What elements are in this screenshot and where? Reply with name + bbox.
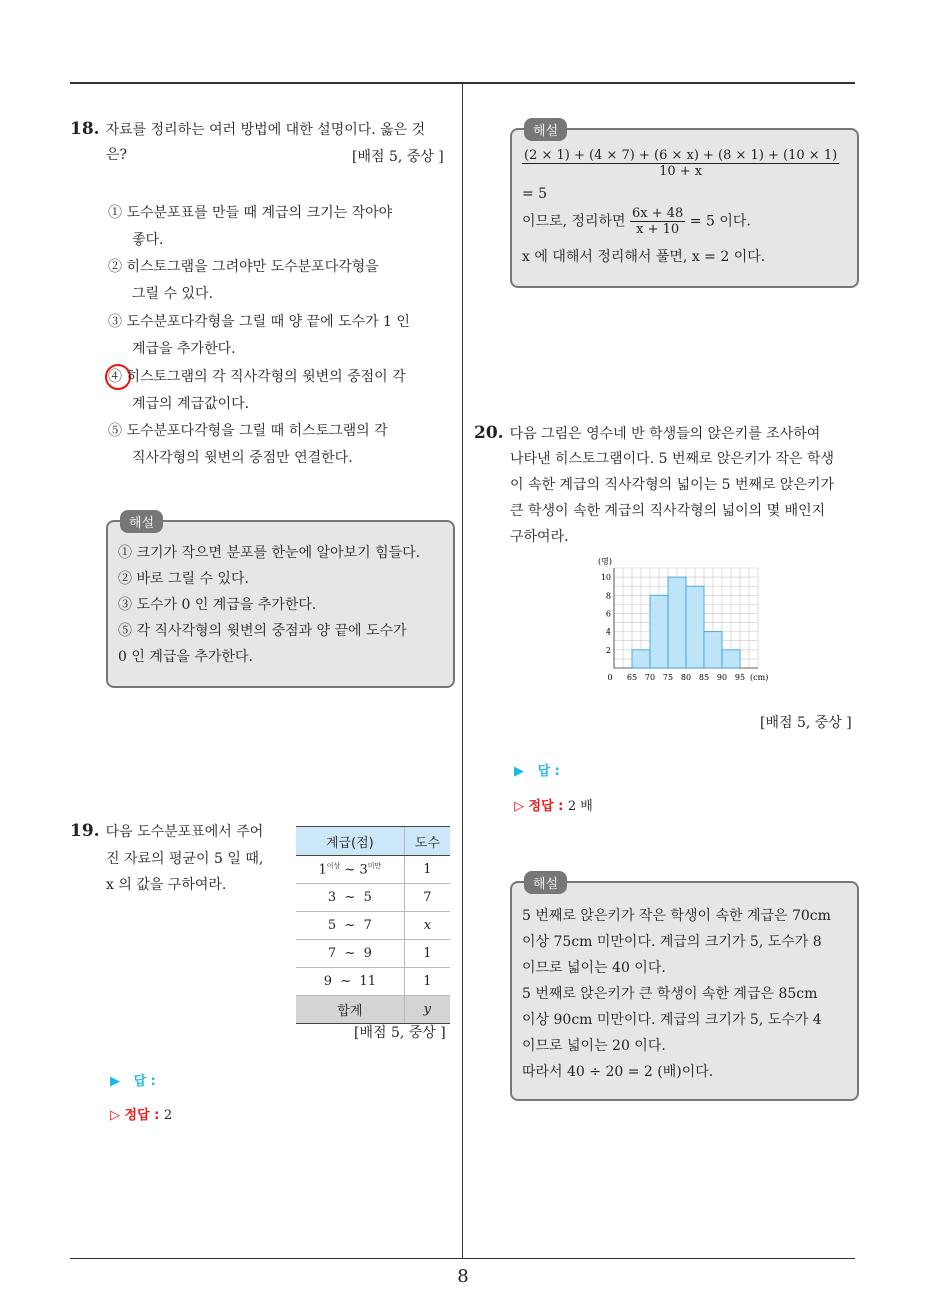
x-tick-label: 65 bbox=[626, 673, 638, 682]
final-answer-value: 2 배 bbox=[567, 799, 593, 814]
q18-text-line2: 은? bbox=[106, 147, 128, 163]
x-tick-label: 85 bbox=[698, 673, 710, 682]
q19-number: 19. bbox=[70, 821, 100, 841]
q18-number: 18. bbox=[70, 119, 100, 139]
q18-option-1[interactable] bbox=[108, 200, 392, 254]
final-answer-value: 2 bbox=[163, 1108, 173, 1123]
q19-text-line3: x 의 값을 구하여라. bbox=[106, 877, 227, 893]
solution-fraction bbox=[522, 148, 839, 179]
table-row bbox=[296, 912, 450, 940]
histogram-bar bbox=[722, 650, 740, 668]
q20-text-line: 나타낸 히스토그램이다. 5 번째로 앉은키가 작은 학생 bbox=[510, 451, 835, 467]
table-cell-class: 7 ~ 9 bbox=[296, 940, 404, 968]
table-total-value: y bbox=[404, 996, 450, 1024]
class-tilde: ~ bbox=[344, 862, 356, 878]
option-text: 도수분포다각형을 그릴 때 히스토그램의 각 bbox=[126, 423, 388, 439]
option-mark: ③ bbox=[108, 314, 122, 330]
answer-label: 답 : bbox=[537, 764, 560, 779]
solution-line bbox=[522, 206, 751, 237]
option-text: 계급의 계급값이다. bbox=[132, 396, 250, 412]
q18-score: [배점 5, 중상 ] bbox=[352, 149, 444, 165]
height-histogram bbox=[590, 557, 780, 688]
histogram-bar bbox=[650, 595, 668, 668]
option-text: 히스토그램의 각 직사각형의 윗변의 중점이 각 bbox=[126, 369, 406, 385]
y-tick-label: 6 bbox=[605, 609, 611, 619]
option-mark: ⑤ bbox=[108, 423, 122, 439]
solution-tag: 해설 bbox=[524, 871, 567, 894]
class-start: 1 bbox=[318, 862, 327, 878]
table-cell-freq: x bbox=[404, 912, 450, 940]
solution-text: 이므로, 정리하면 bbox=[522, 213, 626, 230]
q20-text-line: 구하여라. bbox=[510, 529, 569, 545]
q19-question bbox=[70, 818, 263, 845]
q18-option-3[interactable] bbox=[108, 309, 410, 363]
solution-line: x 에 대해서 정리해서 풀면, x = 2 이다. bbox=[522, 249, 766, 265]
histogram-bar bbox=[686, 586, 704, 668]
table-cell-freq: 1 bbox=[404, 856, 450, 884]
solution-tag: 해설 bbox=[120, 510, 163, 533]
q19-text-line1: 다음 도수분포표에서 주어 bbox=[105, 824, 264, 840]
option-mark: ② bbox=[108, 259, 122, 275]
solution-line: 따라서 40 ÷ 20 = 2 (배)이다. bbox=[522, 1064, 714, 1080]
fraction-numerator: (2 × 1) + (4 × 7) + (6 × x) + (8 × 1) + (10 × 1) bbox=[524, 148, 838, 163]
table-cell-class bbox=[296, 856, 404, 884]
solution-line: 0 인 계급을 추가한다. bbox=[118, 649, 253, 665]
page-number: 8 bbox=[457, 1266, 469, 1287]
solution-line: 이상 90cm 미만이다. 계급의 크기가 5, 도수가 4 bbox=[522, 1012, 822, 1028]
q20-number: 20. bbox=[474, 423, 504, 443]
solution-line: ③ 도수가 0 인 계급을 추가한다. bbox=[118, 597, 317, 613]
solution-line: 5 번째로 앉은키가 큰 학생이 속한 계급은 85cm bbox=[522, 986, 818, 1002]
table-header: 계급(점) bbox=[296, 827, 404, 856]
q20-text-line: 이 속한 계급의 직사각형의 넓이는 5 번째로 앉은키가 bbox=[510, 477, 835, 493]
option-text: 그릴 수 있다. bbox=[132, 286, 213, 302]
q18-text-line1: 자료를 정리하는 여러 방법에 대한 설명이다. 옳은 것 bbox=[105, 122, 426, 138]
x-tick-label: 90 bbox=[716, 673, 728, 682]
column-divider bbox=[462, 84, 463, 1258]
x-tick-label: 80 bbox=[680, 673, 692, 682]
histogram-bar bbox=[668, 577, 686, 668]
solution-line: ⑤ 각 직사각형의 윗변의 중점과 양 끝에 도수가 bbox=[118, 623, 407, 639]
q20-text-line: 다음 그림은 영수네 반 학생들의 앉은키를 조사하여 bbox=[509, 426, 821, 442]
q19-solution-box bbox=[510, 124, 859, 288]
frequency-table bbox=[296, 826, 450, 1024]
class-sup: 이상 bbox=[326, 862, 341, 871]
table-row bbox=[296, 856, 450, 884]
table-cell-class: 9 ~ 11 bbox=[296, 968, 404, 996]
table-cell-freq: 1 bbox=[404, 940, 450, 968]
q18-option-5[interactable] bbox=[108, 418, 388, 472]
answer-triangle-icon: ▶ bbox=[110, 1074, 120, 1089]
x-axis-unit: (cm) bbox=[750, 673, 769, 682]
table-cell-freq: 1 bbox=[404, 968, 450, 996]
final-answer-triangle-icon: ▷ bbox=[110, 1108, 120, 1123]
q19-final-answer bbox=[110, 1104, 172, 1123]
q18-solution-box bbox=[106, 516, 455, 688]
y-tick-label: 4 bbox=[605, 627, 611, 637]
q18-question bbox=[70, 116, 425, 143]
final-answer-label: 정답 : bbox=[528, 799, 564, 814]
option-mark: ① bbox=[108, 205, 122, 221]
solution-tag: 해설 bbox=[524, 118, 567, 141]
table-total-label: 합계 bbox=[296, 996, 404, 1024]
q20-solution-box bbox=[510, 877, 859, 1101]
y-tick-label: 8 bbox=[605, 591, 611, 601]
answer-label: 답 : bbox=[133, 1074, 156, 1089]
x-tick-label: 70 bbox=[644, 673, 656, 682]
q19-answer-field[interactable] bbox=[110, 1070, 156, 1089]
fraction-numerator: 6x + 48 bbox=[632, 206, 684, 221]
histogram-bar bbox=[632, 650, 650, 668]
table-row bbox=[296, 884, 450, 912]
solution-line: 5 번째로 앉은키가 작은 학생이 속한 계급은 70cm bbox=[522, 908, 831, 924]
option-text: 직사각형의 윗변의 중점만 연결한다. bbox=[132, 450, 353, 466]
class-sup: 미만 bbox=[367, 862, 382, 871]
q18-option-4[interactable] bbox=[108, 364, 406, 418]
table-cell-class: 5 ~ 7 bbox=[296, 912, 404, 940]
table-cell-class: 3 ~ 5 bbox=[296, 884, 404, 912]
x-tick-label: 75 bbox=[662, 673, 674, 682]
table-header: 도수 bbox=[404, 827, 450, 856]
solution-line: ① 크기가 작으면 분포를 한눈에 알아보기 힘들다. bbox=[118, 545, 421, 561]
option-text: 도수분포표를 만들 때 계급의 크기는 작아야 bbox=[126, 205, 393, 221]
q19-score: [배점 5, 중상 ] bbox=[354, 1025, 446, 1041]
final-answer-label: 정답 : bbox=[124, 1108, 160, 1123]
y-tick-label: 2 bbox=[605, 645, 611, 655]
x-tick-label: 95 bbox=[734, 673, 746, 682]
table-cell-freq: 7 bbox=[404, 884, 450, 912]
q18-option-2[interactable] bbox=[108, 254, 379, 308]
solution-line: 이상 75cm 미만이다. 계급의 크기가 5, 도수가 8 bbox=[522, 934, 822, 950]
solution-line: 이므로 넓이는 20 이다. bbox=[522, 1038, 666, 1054]
q19-text-line2: 진 자료의 평균이 5 일 때, bbox=[106, 851, 264, 867]
answer-triangle-icon: ▶ bbox=[514, 764, 524, 779]
final-answer-triangle-icon: ▷ bbox=[514, 799, 524, 814]
y-tick-label: 10 bbox=[600, 573, 611, 583]
histogram-bar bbox=[704, 632, 722, 668]
q20-score: [배점 5, 중상 ] bbox=[760, 715, 852, 731]
option-text: 히스토그램을 그려야만 도수분포다각형을 bbox=[126, 259, 379, 275]
option-text: 계급을 추가한다. bbox=[132, 341, 236, 357]
q20-text-line: 큰 학생이 속한 계급의 직사각형의 넓이의 몇 배인지 bbox=[510, 503, 826, 519]
fraction-denominator: x + 10 bbox=[636, 222, 680, 237]
y-axis-unit: (명) bbox=[598, 557, 612, 566]
bottom-rule bbox=[70, 1258, 855, 1259]
x-tick-label: 0 bbox=[607, 673, 613, 682]
table-row bbox=[296, 940, 450, 968]
option-text: 좋다. bbox=[132, 232, 164, 248]
table-total-row bbox=[296, 996, 450, 1024]
fraction-denominator: 10 + x bbox=[659, 164, 703, 179]
q20-question bbox=[474, 420, 820, 447]
q20-answer-field[interactable] bbox=[514, 760, 560, 779]
option-mark: ④ bbox=[108, 369, 122, 385]
class-end: 3 bbox=[359, 862, 368, 878]
table-row bbox=[296, 968, 450, 996]
solution-text: = 5 이다. bbox=[689, 213, 751, 230]
option-text: 도수분포다각형을 그릴 때 양 끝에 도수가 1 인 bbox=[126, 314, 410, 330]
solution-line: = 5 bbox=[522, 186, 548, 202]
q20-final-answer bbox=[514, 795, 593, 814]
solution-line: 이므로 넓이는 40 이다. bbox=[522, 960, 666, 976]
solution-line: ② 바로 그릴 수 있다. bbox=[118, 571, 249, 587]
